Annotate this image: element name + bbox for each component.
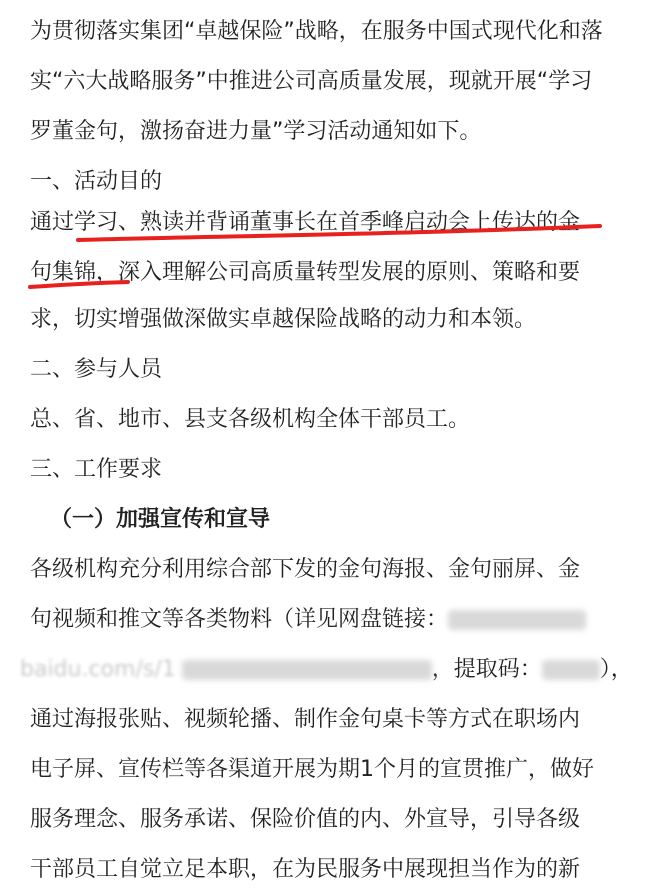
- section-heading-purpose: 一、活动目的: [30, 169, 163, 194]
- publicity-line-5: 电子屏、宣传栏等各渠道开展为期1个月的宣贯推广，做好: [30, 757, 594, 782]
- underline-stroke-2: [30, 282, 128, 287]
- subsection-heading-publicity: （一）加强宣传和宣导: [50, 507, 271, 532]
- purpose-line-2: 句集锦，深入理解公司高质量转型发展的原则、策略和要: [30, 260, 581, 285]
- redacted-link-url: baidu.com/s/1: [20, 657, 176, 682]
- section-heading-participants: 二、参与人员: [30, 357, 163, 382]
- publicity-line-1: 各级机构充分利用综合部下发的金句海报、金句丽屏、金: [30, 557, 581, 582]
- section-heading-requirements: 三、工作要求: [30, 457, 163, 482]
- paragraph-intro-line-1: 为贯彻落实集团“卓越保险”战略，在服务中国式现代化和落: [30, 19, 603, 44]
- publicity-line-2-text: 句视频和推文等各类物料（详见网盘链接：: [30, 607, 449, 632]
- underline-stroke-1: [78, 226, 600, 240]
- extraction-code-suffix: ），: [599, 657, 633, 682]
- extraction-code-label: ，提取码：: [431, 657, 542, 682]
- publicity-line-7: 干部员工自觉立足本职，在为民服务中展现担当作为的新: [30, 857, 581, 882]
- participants-line: 总、省、地市、县支各级机构全体干部员工。: [30, 407, 471, 432]
- publicity-line-4: 通过海报张贴、视频轮播、制作金句桌卡等方式在职场内: [30, 707, 581, 732]
- paragraph-intro-line-3: 罗董金句，激扬奋进力量”学习活动通知如下。: [30, 119, 482, 144]
- publicity-line-6: 服务理念、服务承诺、保险价值的内、外宣导，引导各级: [30, 807, 581, 832]
- purpose-line-1: 通过学习、熟读并背诵董事长在首季峰启动会上传达的金: [30, 210, 581, 235]
- purpose-line-3: 求，切实增强做深做实卓越保险战略的动力和本领。: [30, 307, 537, 332]
- paragraph-intro-line-2: 实“六大战略服务”中推进公司高质量发展，现就开展“学习: [30, 69, 593, 94]
